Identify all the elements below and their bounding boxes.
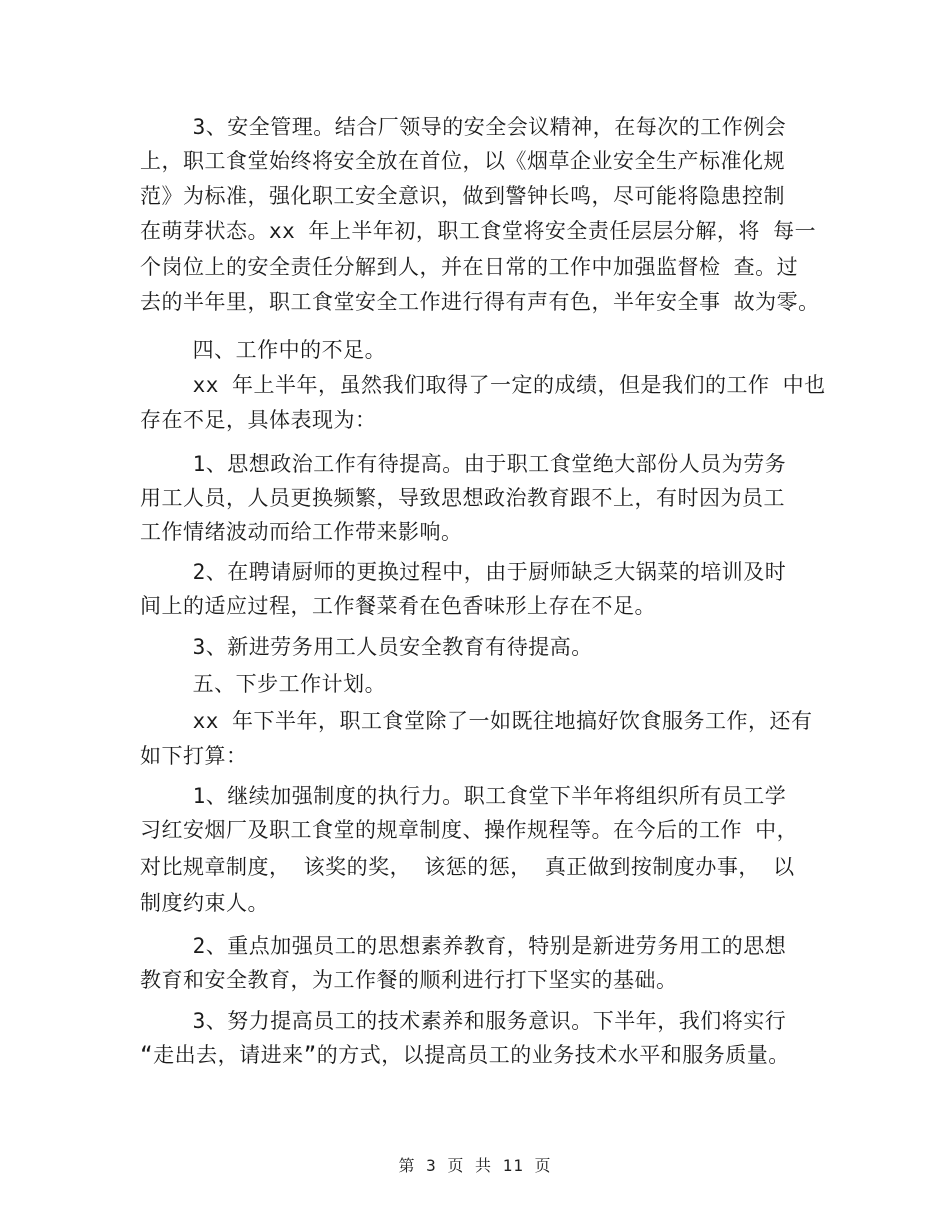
text-line: 去的半年里，职工食堂安全工作进行得有声有色，半年安全事 故为零。 <box>140 290 820 314</box>
page-number-footer: 第 3 页 共 11 页 <box>398 1156 552 1175</box>
text-line: 3、努力提高员工的技术素养和服务意识。下半年，我们将实行 <box>140 1009 787 1033</box>
section-heading: 四、工作中的不足。 <box>140 338 387 362</box>
text-line: 3、安全管理。结合厂领导的安全会议精神，在每次的工作例会 <box>140 115 787 139</box>
text-line: 对比规章制度， 该奖的奖， 该惩的惩， 真正做到按制度办事， 以 <box>140 855 795 879</box>
text-line: 教育和安全教育，为工作餐的顺利进行打下坚实的基础。 <box>140 968 678 992</box>
text-line: 3、新进劳务用工人员安全教育有待提高。 <box>140 635 593 659</box>
text-line: 个岗位上的安全责任分解到人，并在日常的工作中加强监督检 查。过 <box>140 255 799 279</box>
text-line: 用工人员，人员更换频繁，导致思想政治教育跟不上，有时因为员工 <box>140 486 785 510</box>
text-line: 间上的适应过程，工作餐菜肴在色香味形上存在不足。 <box>140 594 656 618</box>
text-line: 1、思想政治工作有待提高。由于职工食堂绝大部份人员为劳务 <box>140 452 787 476</box>
text-line: 范》为标准，强化职工安全意识，做到警钟长鸣，尽可能将隐患控制 <box>140 184 785 208</box>
text-line: 习红安烟厂及职工食堂的规章制度、操作规程等。在今后的工作 中， <box>140 818 799 842</box>
text-line: 如下打算： <box>140 744 248 768</box>
text-line: 2、重点加强员工的思想素养教育，特别是新进劳务用工的思想 <box>140 934 787 958</box>
text-line: “走出去，请进来”的方式，以提高员工的业务技术水平和服务质量。 <box>140 1043 790 1067</box>
text-line: xx 年下半年，职工食堂除了一如既往地搞好饮食服务工作，还有 <box>140 709 813 733</box>
text-line: 制度约束人。 <box>140 891 269 915</box>
text-line: 在萌芽状态。xx 年上半年初，职工食堂将安全责任层层分解，将 每一 <box>140 219 817 243</box>
text-line: 工作情绪波动而给工作带来影响。 <box>140 520 463 544</box>
text-line: 1、继续加强制度的执行力。职工食堂下半年将组织所有员工学 <box>140 784 787 808</box>
section-heading: 五、下步工作计划。 <box>140 672 387 696</box>
text-line: xx 年上半年，虽然我们取得了一定的成绩，但是我们的工作 中也 <box>140 373 826 397</box>
text-line: 上，职工食堂始终将安全放在首位，以《烟草企业安全生产标准化规 <box>140 149 785 173</box>
text-line: 2、在聘请厨师的更换过程中，由于厨师缺乏大锅菜的培训及时 <box>140 560 787 584</box>
text-line: 存在不足，具体表现为： <box>140 408 377 432</box>
